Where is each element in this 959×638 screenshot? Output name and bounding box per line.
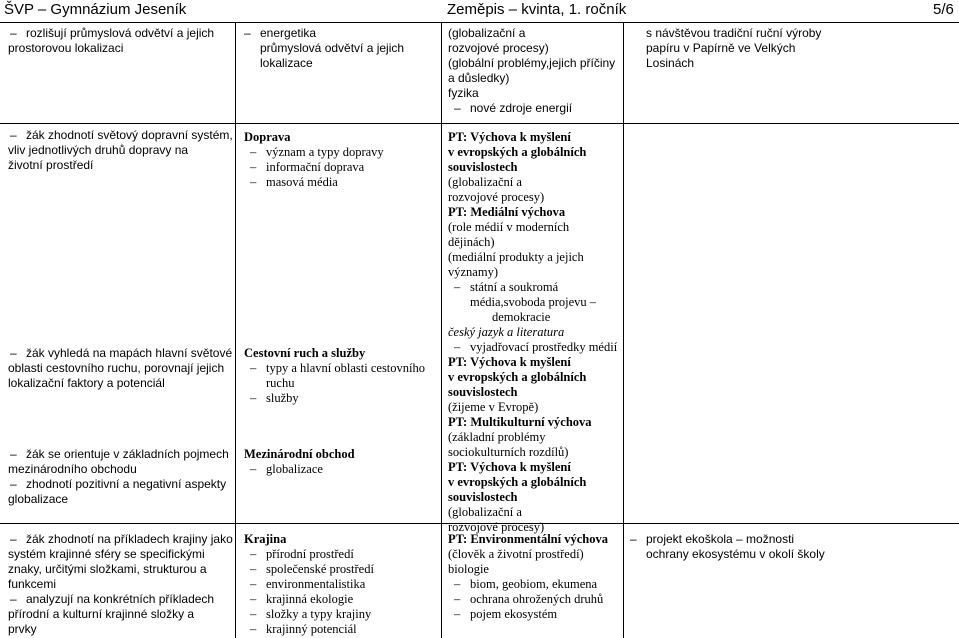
row-divider-1	[0, 123, 959, 124]
table-top-border	[0, 22, 959, 23]
school-title: ŠVP – Gymnázium Jeseník	[4, 1, 187, 18]
topic-heading: Doprava	[244, 130, 291, 144]
column-divider-2	[441, 22, 442, 638]
cc-line: (základní problémy	[448, 430, 546, 444]
topic-item: – typy a hlavní oblasti cestovního	[244, 361, 425, 376]
cc-line: – státní a soukromá	[448, 280, 617, 295]
cc-line: demokracie	[492, 310, 551, 324]
outcome-text: – žák se orientuje v základních pojmech	[4, 447, 229, 462]
topic-item: – přírodní prostředí	[244, 547, 374, 562]
row1-crosscurricular	[448, 26, 615, 116]
outcome-text: lokalizační faktory a potenciál	[8, 376, 165, 390]
cc-line: (člověk a životní prostředí)	[448, 547, 584, 561]
outcome-text: znaky, určitými složkami, strukturou a	[8, 562, 207, 576]
pt-heading: v evropských a globálních	[448, 475, 587, 489]
cc-line: rozvojové procesy)	[448, 41, 549, 55]
topic-krajina	[244, 532, 374, 637]
outcome-text: – žák vyhledá na mapách hlavní světové	[4, 346, 232, 361]
topic-item: – informační doprava	[244, 160, 384, 175]
cc-line: (globalizační a	[448, 175, 522, 189]
pt-heading: PT: Výchova k myšlení	[448, 130, 571, 144]
pt-heading: souvislostech	[448, 160, 518, 174]
note-line: Losinách	[646, 56, 695, 70]
pt-heading: souvislostech	[448, 385, 518, 399]
cc-line: – ochrana ohrožených druhů	[448, 592, 608, 607]
cc-line: dějinách)	[448, 235, 495, 249]
note-line: s návštěvou tradiční ruční výroby	[646, 26, 822, 40]
topic-mezinarodni-obchod	[244, 447, 355, 477]
cc-line: (globální problémy,jejich příčiny	[448, 56, 616, 70]
outcome-text: mezinárodního obchodu	[8, 462, 137, 476]
topic-item: – masová média	[244, 175, 384, 190]
cc-line: biologie	[448, 562, 489, 576]
pt-heading: PT: Multikulturní výchova	[448, 415, 592, 429]
topic-heading: Krajina	[244, 532, 287, 546]
cc-line: významy)	[448, 265, 498, 279]
cc-line: (mediální produkty a jejich	[448, 250, 584, 264]
pt-heading: v evropských a globálních	[448, 145, 587, 159]
outcome-text: – žák zhodnotí na příkladech krajiny jako	[4, 532, 233, 547]
cc-line: fyzika	[448, 86, 479, 100]
cc-line: – nové zdroje energií	[448, 101, 615, 116]
topic-item: – společenské prostředí	[244, 562, 374, 577]
outcome-text: vliv jednotlivých druhů dopravy na	[8, 143, 189, 157]
pt-heading: PT: Mediální výchova	[448, 205, 566, 219]
outcome-text: prvky	[8, 622, 37, 636]
cc-line: (globalizační a	[448, 505, 522, 519]
topic-item: průmyslová odvětví a jejich	[260, 41, 405, 55]
cc-line: rozvojové procesy)	[448, 520, 545, 534]
topic-item: – environmentalistika	[244, 577, 374, 592]
topic-heading: Mezinárodní obchod	[244, 447, 355, 461]
row3-crosscurricular	[448, 532, 608, 622]
subject-title: Zeměpis – kvinta, 1. ročník	[447, 1, 627, 18]
outcome-text: prostorovou lokalizaci	[8, 41, 124, 55]
cc-line: a důsledky)	[448, 71, 510, 85]
topic-item: – krajinný potenciál	[244, 622, 374, 637]
topic-heading: Cestovní ruch a služby	[244, 346, 366, 360]
topic-item: ruchu	[266, 376, 295, 390]
pt-heading: v evropských a globálních	[448, 370, 587, 384]
outcome-text: systém krajinné sféry se specifickými	[8, 547, 205, 561]
pt-heading: PT: Environmentální výchova	[448, 532, 608, 546]
note-line: papíru v Papírně ve Velkých	[646, 41, 796, 55]
row2-outcome-b	[4, 346, 232, 391]
outcome-text: funkcemi	[8, 577, 57, 591]
row3-outcomes	[4, 532, 233, 637]
row2-outcome-c	[4, 447, 229, 507]
outcome-text: přírodní a kulturní krajinné složky a	[8, 607, 195, 621]
outcome-text: – analyzují na konkrétních příkladech	[4, 592, 233, 607]
row1-notes	[646, 26, 821, 71]
row2-crosscurricular	[448, 130, 617, 535]
page-header	[0, 0, 959, 22]
topic-item: – služby	[244, 391, 425, 406]
outcome-text: – žák zhodnotí světový dopravní systém,	[4, 128, 233, 143]
column-divider-1	[235, 22, 236, 638]
topic-item: – složky a typy krajiny	[244, 607, 374, 622]
cc-line: (globalizační a	[448, 26, 526, 40]
pt-heading: PT: Výchova k myšlení	[448, 460, 571, 474]
cc-line: (role médií v moderních	[448, 220, 570, 234]
outcome-text: globalizace	[8, 492, 69, 506]
topic-item: – krajinná ekologie	[244, 592, 374, 607]
note-line: ochrany ekosystému v okolí školy	[646, 547, 825, 561]
topic-item: – význam a typy dopravy	[244, 145, 384, 160]
outcome-text: – zhodnotí pozitivní a negativní aspekty	[4, 477, 229, 492]
cc-line: rozvojové procesy)	[448, 190, 545, 204]
note-line: – projekt ekoškola – možnosti	[624, 532, 825, 547]
page-number: 5/6	[933, 1, 954, 18]
row2-outcome-a	[4, 128, 233, 173]
cc-line: sociokulturních rozdílů)	[448, 445, 569, 459]
topic-item: lokalizace	[260, 56, 313, 70]
topic-item: – energetika	[238, 26, 404, 41]
cc-line: – pojem ekosystém	[448, 607, 608, 622]
pt-heading: PT: Výchova k myšlení	[448, 355, 571, 369]
cc-line: média,svoboda projevu –	[470, 295, 597, 309]
topic-cestovni-ruch	[244, 346, 425, 406]
outcome-text: – rozlišují průmyslová odvětví a jejich	[4, 26, 214, 41]
row1-outcomes	[4, 26, 214, 56]
outcome-text: oblasti cestovního ruchu, porovnají jejich	[8, 361, 225, 375]
topic-doprava	[244, 130, 384, 190]
cc-line: – vyjadřovací prostředky médií	[448, 340, 617, 355]
pt-heading: souvislostech	[448, 490, 518, 504]
row1-topics	[238, 26, 404, 71]
cc-line: (žijeme v Evropě)	[448, 400, 539, 414]
row3-notes	[624, 532, 825, 562]
outcome-text: životní prostředí	[8, 158, 94, 172]
cc-line: – biom, geobiom, ekumena	[448, 577, 608, 592]
topic-item: – globalizace	[244, 462, 355, 477]
cc-subject: český jazyk a literatura	[448, 325, 565, 339]
